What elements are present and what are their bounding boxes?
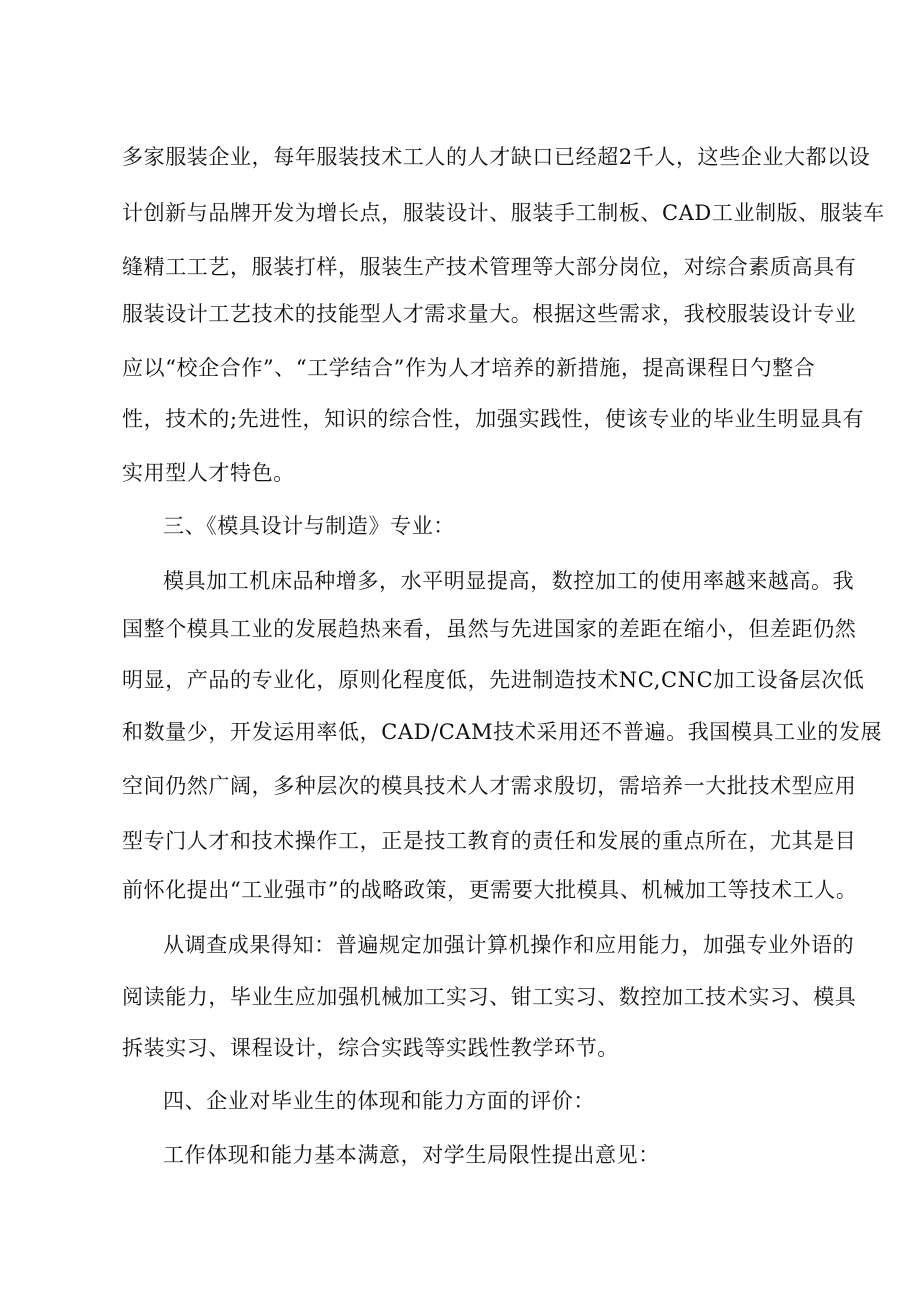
body-text-line: 拆装实习、课程设计，综合实践等实践性教学环节。 (122, 1036, 619, 1060)
body-text-line: 明显，产品的专业化，原则化程度低，先进制造技术NC,CNC加工设备层次低 (122, 668, 865, 692)
section-heading: 四、企业对毕业生的体现和能力方面的评价： (163, 1089, 595, 1113)
body-text-line: 前怀化提出“工业强市”的战略政策，更需要大批模具、机械加工等技术工人。 (122, 878, 858, 902)
body-text-line: 型专门人才和技术操作工，正是技工教育的责任和发展的重点所在，尤其是目 (122, 829, 857, 853)
body-text-line: 多家服装企业，每年服装技术工人的人才缺口已经超2千人，这些企业大都以设 (122, 145, 871, 169)
body-text-line: 应以“校企合作”、“工学结合”作为人才培养的新措施，提高课程日勺整合 (122, 356, 816, 380)
body-text-line: 和数量少，开发运用率低，CAD/CAM技术采用还不普遍。我国模具工业的发展 (122, 720, 883, 744)
body-text-line: 服装设计工艺技术的技能型人才需求量大。根据这些需求，我校服装设计专业 (122, 302, 857, 326)
body-text-line: 空间仍然广阔，多种层次的模具技术人才需求殷切，需培养一大批技术型应用 (122, 774, 857, 798)
body-text-line: 从调查成果得知：普遍规定加强计算机操作和应用能力，加强专业外语的 (163, 933, 855, 957)
body-text-line: 工作体现和能力基本满意，对学生局限性提出意见： (163, 1143, 660, 1167)
body-text-line: 计创新与品牌开发为增长点，服装设计、服装手工制板、CAD工业制版、服装车 (122, 201, 885, 225)
body-text-line: 实用型人才特色。 (122, 461, 295, 485)
body-text-line: 阅读能力，毕业生应加强机械加工实习、钳工实习、数控加工技术实习、模具 (122, 985, 857, 1009)
section-heading: 三、《模具设计与制造》专业： (163, 514, 455, 538)
body-text-line: 模具加工机床品种增多，水平明显提高，数控加工的使用率越来越高。我 (163, 569, 855, 593)
body-text-line: 国整个模具工业的发展趋热来看，虽然与先进国家的差距在缩小，但差距仍然 (122, 617, 857, 641)
body-text-line: 缝精工工艺，服装打样，服装生产技术管理等大部分岗位，对综合素质高具有 (122, 255, 857, 279)
body-text-line: 性，技术的;先进性，知识的综合性，加强实践性，使该专业的毕业生明显具有 (122, 407, 865, 431)
